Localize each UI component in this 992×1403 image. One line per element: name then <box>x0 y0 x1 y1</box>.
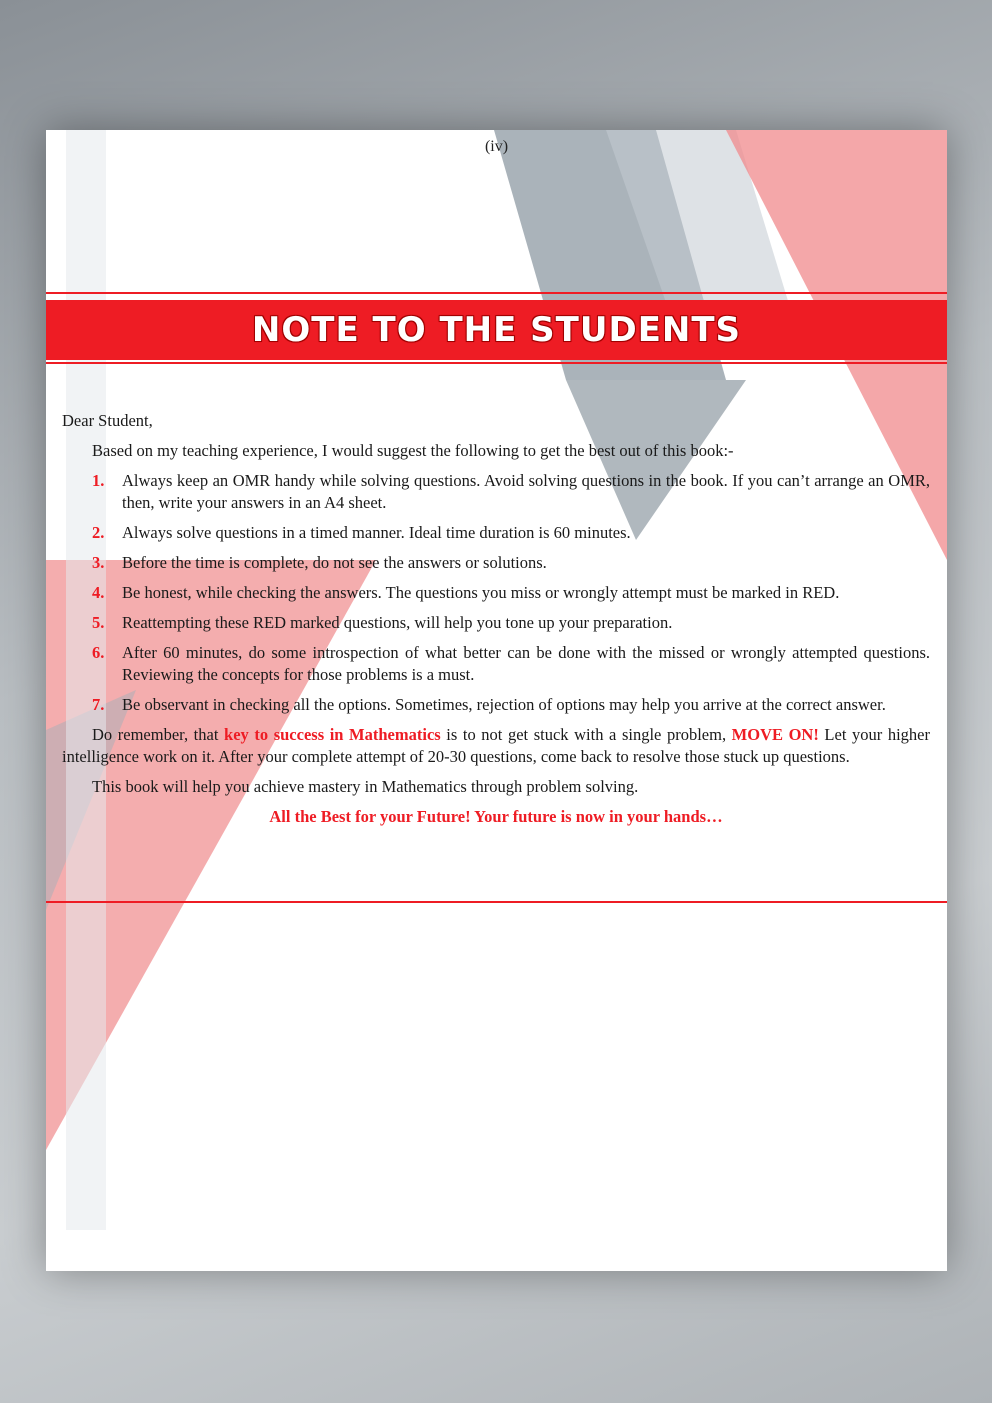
note-body <box>62 410 930 828</box>
list-item <box>62 582 930 604</box>
list-item <box>62 552 930 574</box>
list-item-text: Always solve questions in a timed manner. Ideal time duration is 60 minutes. <box>122 523 631 542</box>
closing-line: All the Best for your Future! Your future is now in your hands… <box>269 807 723 826</box>
mastery-paragraph: This book will help you achieve mastery in Mathematics through problem solving. <box>92 777 639 796</box>
list-number: 3. <box>92 553 105 572</box>
list-item <box>62 522 930 544</box>
list-item-text: Before the time is complete, do not see the answers or solutions. <box>122 553 547 572</box>
banner-bottom-rule <box>46 362 947 364</box>
intro-paragraph: Based on my teaching experience, I would suggest the following to get the best out of this book:- <box>92 441 734 460</box>
list-item-text: Be honest, while checking the answers. The questions you miss or wrongly attempt must be marked in RED. <box>122 583 840 602</box>
title-banner <box>46 292 947 366</box>
greeting: Dear Student, <box>62 411 153 430</box>
list-item-text: Be observant in checking all the options. Sometimes, rejection of options may help you arrive at the correct answer. <box>122 695 886 714</box>
page-number: (iv) <box>484 138 509 155</box>
list-item <box>62 694 930 716</box>
list-number: 7. <box>92 695 105 714</box>
list-item-text: Always keep an OMR handy while solving questions. Avoid solving questions in the book. If you can’t arrange an OMR, then, write your answers in an A4 sheet. <box>122 471 930 512</box>
list-item <box>62 642 930 686</box>
list-item-text: After 60 minutes, do some introspection of what better can be done with the missed or wrongly attempted questions. Reviewing the concepts for those problems is a must. <box>122 643 930 684</box>
banner-bar <box>46 300 947 360</box>
list-item <box>62 470 930 514</box>
document-page <box>46 130 947 1271</box>
list-number: 2. <box>92 523 105 542</box>
highlight-key-to-success: key to success in Mathematics <box>224 725 441 744</box>
list-item-text: Reattempting these RED marked questions, will help you tone up your preparation. <box>122 613 673 632</box>
page-title: NOTE TO THE STUDENTS <box>251 310 742 350</box>
remember-text-3: Let your higher intelligence work on it. After your complete attempt of 20-30 questions, come back to resolve those stuck up questions. <box>62 725 930 766</box>
remember-paragraph <box>62 724 930 768</box>
banner-top-rule <box>46 292 947 294</box>
tips-list <box>62 470 930 716</box>
list-number: 4. <box>92 583 105 602</box>
bottom-divider <box>46 901 947 903</box>
list-item <box>62 612 930 634</box>
page-content <box>46 130 947 1271</box>
remember-text-1: Do remember, that <box>92 725 225 744</box>
list-number: 5. <box>92 613 105 632</box>
list-number: 1. <box>92 471 105 490</box>
list-number: 6. <box>92 643 105 662</box>
remember-text-2: is to not get stuck with a single problem, <box>440 725 732 744</box>
highlight-move-on: MOVE ON! <box>731 725 819 744</box>
